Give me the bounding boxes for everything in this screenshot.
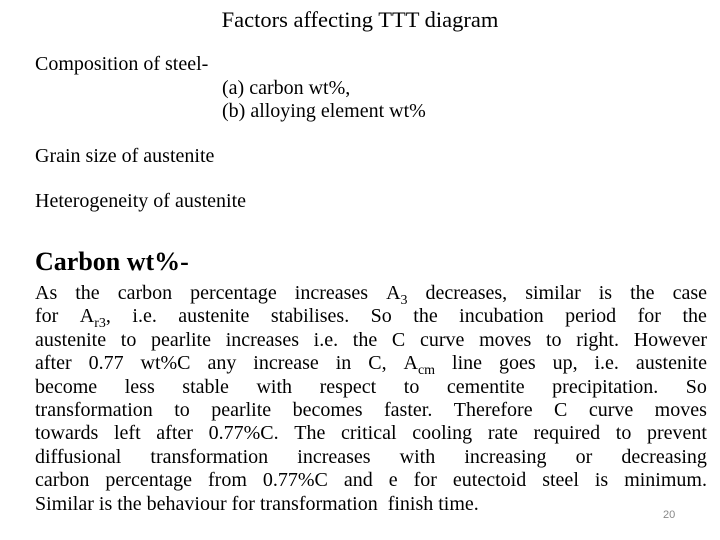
factor-heterogeneity: Heterogeneity of austenite bbox=[35, 190, 247, 212]
word: C bbox=[391, 328, 406, 351]
word: austenite bbox=[35, 328, 107, 351]
paragraph-line bbox=[35, 329, 707, 352]
word: become bbox=[35, 375, 98, 398]
word: Therefore bbox=[453, 398, 533, 421]
word: pearlite bbox=[151, 328, 211, 351]
word: eutectoid bbox=[452, 469, 527, 492]
word: increases bbox=[225, 328, 299, 351]
word: left bbox=[113, 422, 141, 445]
word: decreases, bbox=[425, 282, 508, 304]
word: As bbox=[35, 282, 58, 304]
word: after bbox=[156, 422, 193, 445]
word: goes bbox=[498, 352, 536, 375]
word: up, bbox=[552, 352, 578, 375]
word: minimum. bbox=[624, 469, 707, 492]
word: i.e. bbox=[132, 305, 157, 328]
word: the bbox=[682, 305, 707, 328]
word: precipitation. bbox=[552, 375, 659, 398]
word: line bbox=[452, 352, 483, 375]
word: the bbox=[75, 282, 100, 304]
word: 0.77%C. bbox=[208, 422, 279, 445]
word: steel bbox=[542, 469, 579, 492]
carbon-paragraph bbox=[35, 282, 707, 516]
paragraph-line bbox=[35, 469, 707, 492]
word: 0.77%C bbox=[262, 469, 328, 492]
word: less bbox=[124, 375, 155, 398]
word: faster. bbox=[384, 398, 433, 421]
word: any bbox=[207, 352, 237, 375]
word: with bbox=[399, 445, 436, 468]
word: the bbox=[413, 305, 438, 328]
word: and bbox=[343, 469, 373, 492]
paragraph-line bbox=[35, 446, 707, 469]
word: from bbox=[208, 469, 247, 492]
paragraph-line bbox=[35, 305, 707, 332]
word: in bbox=[335, 352, 352, 375]
word: increases bbox=[297, 445, 371, 468]
composition-item-carbon: (a) carbon wt%, bbox=[222, 77, 351, 99]
word: after bbox=[35, 352, 72, 375]
word: incubation bbox=[459, 305, 544, 328]
word: cementite bbox=[446, 375, 525, 398]
word: cooling bbox=[412, 422, 473, 445]
acm-symbol: $A_{cm}$ bbox=[403, 352, 436, 379]
word: percentage bbox=[105, 469, 193, 492]
word: carbon bbox=[117, 282, 173, 304]
word: for bbox=[35, 305, 59, 328]
word: curve bbox=[588, 398, 634, 421]
composition-label: Composition of steel- bbox=[35, 53, 209, 75]
factor-grain-size: Grain size of austenite bbox=[35, 145, 215, 167]
word: decreasing bbox=[621, 445, 707, 468]
word: increasing bbox=[464, 445, 547, 468]
word: percentage bbox=[190, 282, 277, 304]
word: stabilises. bbox=[270, 305, 350, 328]
a3-symbol: $A_3$ bbox=[386, 282, 408, 308]
paragraph-line bbox=[35, 376, 707, 399]
word: However bbox=[633, 328, 707, 351]
word: the bbox=[352, 328, 378, 351]
word: diffusional bbox=[35, 445, 122, 468]
word: 0.77 bbox=[88, 352, 124, 375]
word: towards bbox=[35, 422, 99, 445]
word: transformation bbox=[150, 445, 269, 468]
word: required bbox=[533, 422, 601, 445]
word: to bbox=[120, 328, 137, 351]
word: stable bbox=[182, 375, 229, 398]
word: period bbox=[565, 305, 617, 328]
word: prevent bbox=[647, 422, 707, 445]
word: carbon bbox=[35, 469, 90, 492]
word: austenite bbox=[178, 305, 250, 328]
word: right. bbox=[576, 328, 619, 351]
word: austenite bbox=[635, 352, 707, 375]
word: is bbox=[594, 469, 609, 492]
word: pearlite bbox=[211, 398, 272, 421]
word: The bbox=[294, 422, 326, 445]
word: i.e. bbox=[313, 328, 339, 351]
word: i.e. bbox=[594, 352, 619, 375]
word: to bbox=[615, 422, 632, 445]
page-number: 20 bbox=[663, 509, 676, 521]
word: e bbox=[388, 469, 398, 492]
composition-item-alloying: (b) alloying element wt% bbox=[222, 100, 426, 122]
word: to bbox=[545, 328, 562, 351]
paragraph-line bbox=[35, 422, 707, 445]
paragraph-line bbox=[35, 399, 707, 422]
word: So bbox=[370, 305, 392, 328]
word: So bbox=[685, 375, 707, 398]
paragraph-line bbox=[35, 352, 707, 379]
word: C bbox=[554, 398, 568, 421]
word: moves bbox=[479, 328, 532, 351]
word: rate bbox=[487, 422, 518, 445]
word: or bbox=[575, 445, 593, 468]
word: increases bbox=[294, 282, 369, 304]
word: becomes bbox=[292, 398, 363, 421]
slide-title: Factors affecting TTT diagram bbox=[221, 7, 499, 32]
word: case bbox=[672, 282, 707, 304]
word: similar bbox=[525, 282, 581, 304]
word: wt%C bbox=[140, 352, 191, 375]
ar3-symbol: $A_{r3}$, bbox=[79, 305, 111, 332]
word: respect bbox=[319, 375, 377, 398]
word: increase bbox=[253, 352, 319, 375]
word: to bbox=[174, 398, 190, 421]
word: the bbox=[630, 282, 655, 304]
word: to bbox=[403, 375, 420, 398]
word: C, bbox=[368, 352, 387, 375]
section-heading: Carbon wt%- bbox=[35, 247, 189, 276]
word: moves bbox=[654, 398, 707, 421]
paragraph-line bbox=[35, 493, 707, 516]
word: is bbox=[598, 282, 613, 304]
word: critical bbox=[341, 422, 397, 445]
word: for bbox=[413, 469, 437, 492]
word: with bbox=[256, 375, 293, 398]
word: for bbox=[637, 305, 661, 328]
word: curve bbox=[419, 328, 465, 351]
paragraph-line bbox=[35, 282, 707, 308]
word: transformation bbox=[35, 398, 153, 421]
paragraph-last-line: Similar is the behaviour for transformation finish time. bbox=[35, 492, 479, 515]
